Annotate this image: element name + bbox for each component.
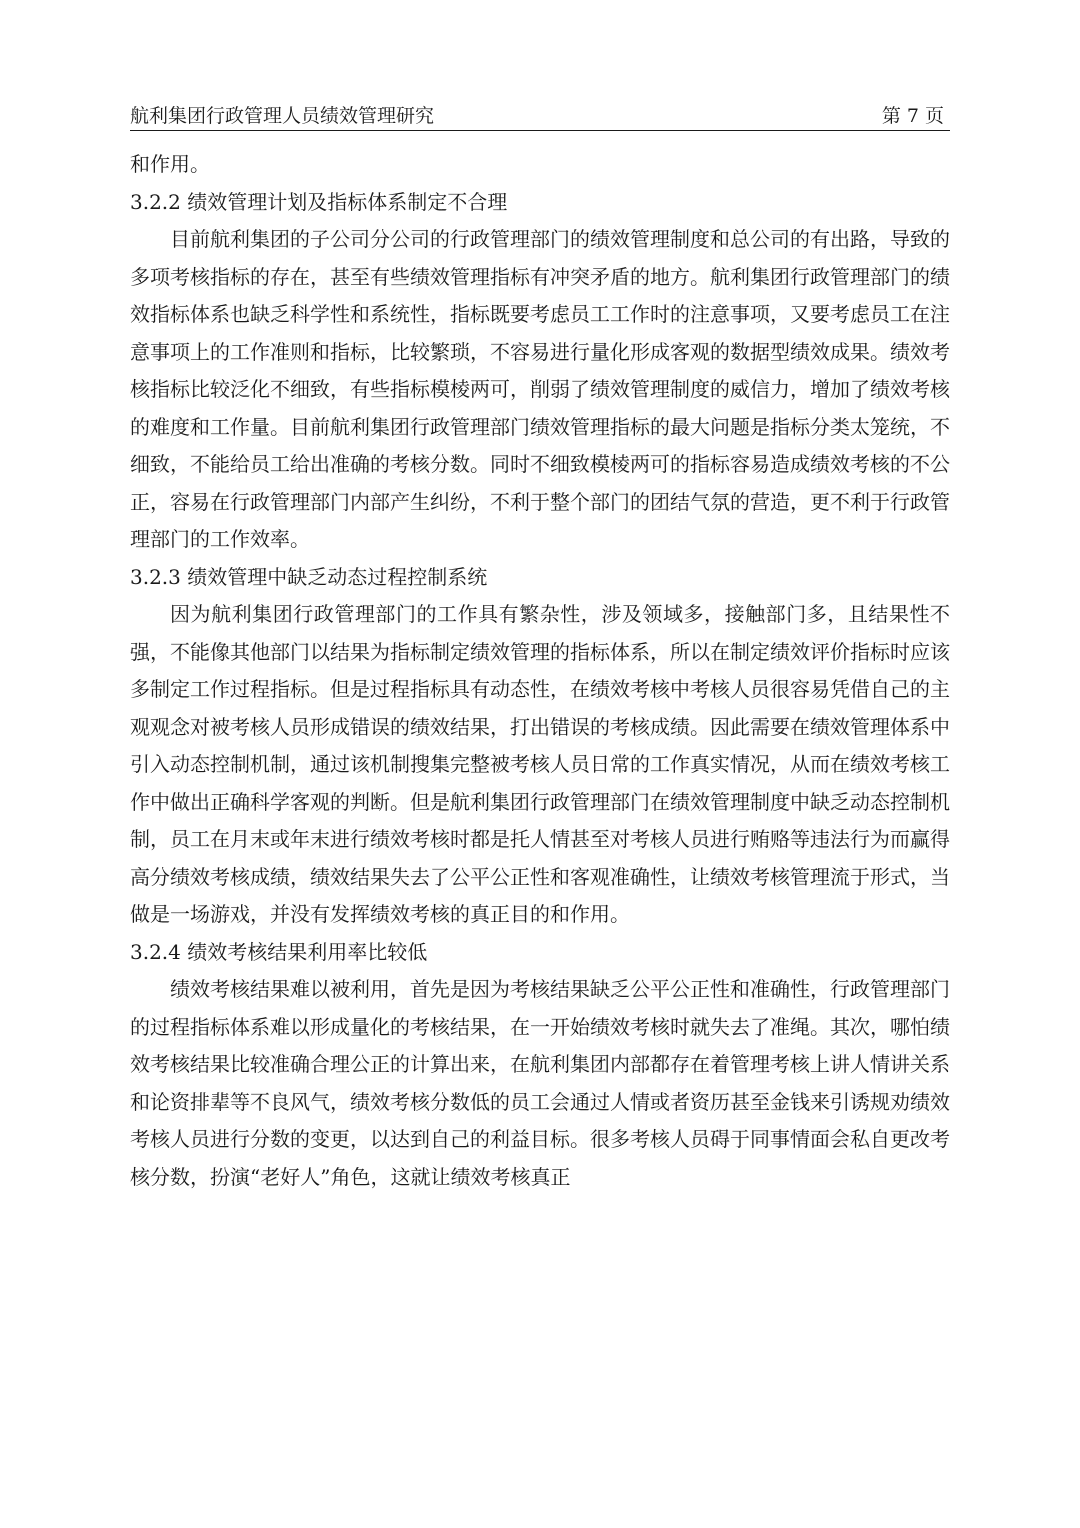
- continuation-text: 和作用。: [130, 152, 210, 176]
- section-heading-3-2-4: 3.2.4 绩效考核结果利用率比较低: [130, 939, 428, 964]
- page-number: 第 7 页: [881, 105, 944, 127]
- paragraph-3-2-3: 因为航利集团行政管理部门的工作具有繁杂性，涉及领域多，接触部门多，且结果性不强，不能像其他部门以结果为指标制定绩效管理的指标体系，所以在制定绩效评价指标时应该多制定工作过程指标。但是过程指标具有动态性，在绩效考核中考核人员很容易凭借自己的主观观念对被考核人员形成错误的绩效结果，打出错误的考核成绩。因此需要在绩效管理体系中引入动态控制机制，通过该机制搜集完整被考核人员日常的工作真实情况，从而在绩效考核工作中做出正确科学客观的判断。但是航利集团行政管理部门在绩效管理制度中缺乏动态控制机制，员工在月末或年末进行绩效考核时都是托人情甚至对考核人员进行贿赂等违法行为而赢得高分绩效考核成绩，绩效结果失去了公平公正性和客观准确性，让绩效考核管理流于形式，当做是一场游戏，并没有发挥绩效考核的真正目的和作用。: [130, 602, 950, 926]
- paragraph-3-2-4: 绩效考核结果难以被利用，首先是因为考核结果缺乏公平公正性和准确性，行政管理部门的过程指标体系难以形成量化的考核结果，在一开始绩效考核时就失去了准绳。其次，哪怕绩效考核结果比较准确合理公正的计算出来，在航利集团内部都存在着管理考核上讲人情讲关系和论资排辈等不良风气，绩效考核分数低的员工会通过人情或者资历甚至金钱来引诱规劝绩效考核人员进行分数的变更，以达到自己的利益目标。很多考核人员碍于同事情面会私自更改考核分数，扮演“老好人”角色，这就让绩效考核真正: [130, 977, 950, 1189]
- header-rule: [130, 130, 950, 131]
- paragraph-3-2-2: 目前航利集团的子公司分公司的行政管理部门的绩效管理制度和总公司的有出路，导致的多项考核指标的存在，甚至有些绩效管理指标有冲突矛盾的地方。航利集团行政管理部门的绩效指标体系也缺乏科学性和系统性，指标既要考虑员工工作时的注意事项，又要考虑员工在注意事项上的工作准则和指标，比较繁琐，不容易进行量化形成客观的数据型绩效成果。绩效考核指标比较泛化不细致，有些指标模棱两可，削弱了绩效管理制度的威信力，增加了绩效考核的难度和工作量。目前航利集团行政管理部门绩效管理指标的最大问题是指标分类太笼统，不细致，不能给员工给出准确的考核分数。同时不细致模棱两可的指标容易造成绩效考核的不公正，容易在行政管理部门内部产生纠纷，不利于整个部门的团结气氛的营造，更不利于行政管理部门的工作效率。: [130, 227, 950, 551]
- section-heading-3-2-3: 3.2.3 绩效管理中缺乏动态过程控制系统: [130, 564, 488, 589]
- page-body: [130, 146, 950, 1196]
- running-title: 航利集团行政管理人员绩效管理研究: [130, 105, 435, 127]
- section-heading-3-2-2: 3.2.2 绩效管理计划及指标体系制定不合理: [130, 189, 508, 214]
- page-header: [130, 104, 950, 132]
